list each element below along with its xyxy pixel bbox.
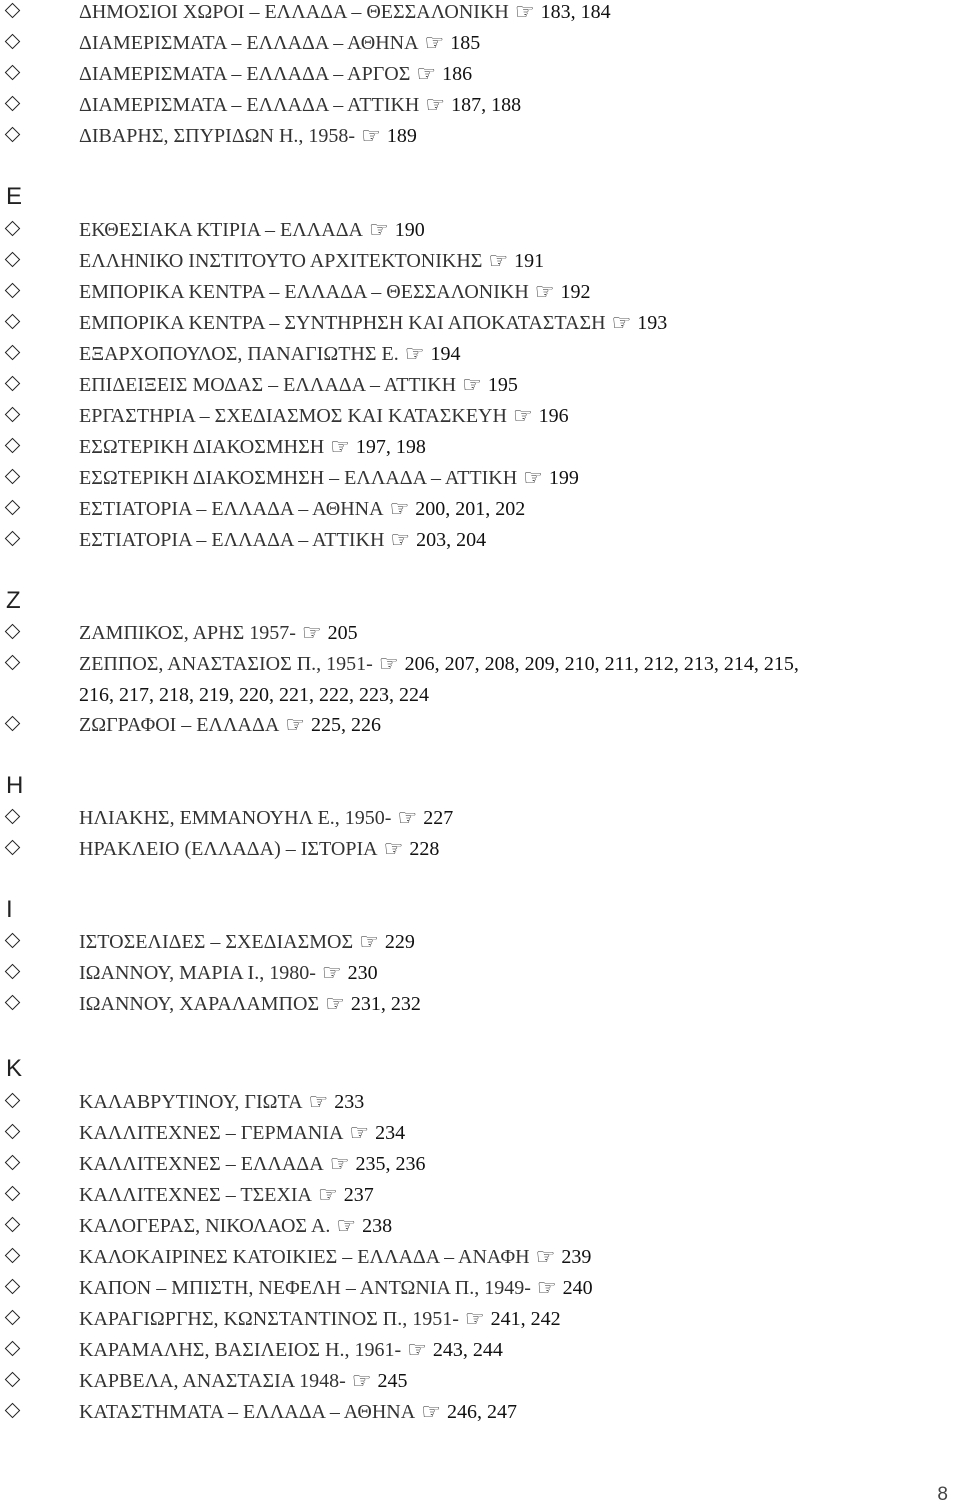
pointing-hand-icon: ☞ <box>349 1121 370 1146</box>
entry-term: ΕΣΩΤΕΡΙΚΗ ΔΙΑΚΟΣΜΗΣΗ – ΕΛΛΑΔΑ – ΑΤΤΙΚΗ <box>79 467 518 489</box>
entry-term: ΚΑΠΟΝ – ΜΠΙΣΤΗ, ΝΕΦΕΛΗ – ΑΝΤΩΝΙΑ Π., 1949- <box>79 1277 531 1299</box>
pointing-hand-icon: ☞ <box>369 218 389 243</box>
entry-pages: 189 <box>386 125 417 147</box>
pointing-hand-icon: ☞ <box>514 0 535 25</box>
entry-term: ΚΑΛΛΙΤΕΧΝΕΣ – ΓΕΡΜΑΝΙΑ <box>79 1122 344 1144</box>
pointing-hand-icon: ☞ <box>536 1276 557 1301</box>
entry-pages: 233 <box>334 1091 365 1113</box>
entry-term: ΔΙΑΜΕΡΙΣΜΑΤΑ – ΕΛΛΑΔΑ – ΑΤΤΙΚΗ <box>79 94 420 116</box>
entry-pages: 205 <box>327 622 358 644</box>
diamond-bullet-icon <box>5 964 21 980</box>
pointing-hand-icon: ☞ <box>378 652 399 677</box>
entry-term: ΔΙΑΜΕΡΙΣΜΑΤΑ – ΕΛΛΑΔΑ – ΑΘΗΝΑ <box>79 32 419 54</box>
entry-term: ΖΑΜΠΙΚΟΣ, ΑΡΗΣ 1957- <box>79 622 296 644</box>
diamond-bullet-icon <box>5 716 21 732</box>
pointing-hand-icon: ☞ <box>523 466 543 491</box>
diamond-bullet-icon <box>5 995 21 1011</box>
pointing-hand-icon: ☞ <box>301 621 322 646</box>
entry-pages: 245 <box>377 1370 408 1392</box>
entry-term: ΕΡΓΑΣΤΗΡΙΑ – ΣΧΕΔΙΑΣΜΟΣ ΚΑΙ ΚΑΤΑΣΚΕΥΗ <box>79 405 507 427</box>
entry-term: ΖΕΠΠΟΣ, ΑΝΑΣΤΑΣΙΟΣ Π., 1951- <box>79 653 373 675</box>
entry-pages: 234 <box>375 1122 406 1144</box>
pointing-hand-icon: ☞ <box>488 249 509 274</box>
diamond-bullet-icon <box>5 252 21 268</box>
pointing-hand-icon: ☞ <box>383 837 404 862</box>
diamond-bullet-icon <box>5 1372 21 1388</box>
pointing-hand-icon: ☞ <box>416 62 437 87</box>
entry-pages: 237 <box>343 1184 374 1206</box>
pointing-hand-icon: ☞ <box>361 124 381 149</box>
entry-term: ΗΛΙΑΚΗΣ, ΕΜΜΑΝΟΥΗΛ Ε., 1950- <box>79 807 392 829</box>
entry-pages: 194 <box>430 343 461 365</box>
pointing-hand-icon: ☞ <box>336 1214 357 1239</box>
diamond-bullet-icon <box>5 314 21 330</box>
diamond-bullet-icon <box>5 127 21 143</box>
diamond-bullet-icon <box>5 469 21 485</box>
diamond-bullet-icon <box>5 34 21 50</box>
section-letter: Ε <box>6 183 23 210</box>
entry-term: ΕΚΘΕΣΙΑΚΑ ΚΤΙΡΙΑ – ΕΛΛΑΔΑ <box>79 219 364 241</box>
diamond-bullet-icon <box>5 221 21 237</box>
entry-term: ΚΑΛΟΓΕΡΑΣ, ΝΙΚΟΛΑΟΣ Α. <box>79 1215 331 1237</box>
entry-term: ΚΑΛΟΚΑΙΡΙΝΕΣ ΚΑΤΟΙΚΙΕΣ – ΕΛΛΑΔΑ – ΑΝΑΦΗ <box>79 1246 530 1268</box>
diamond-bullet-icon <box>5 933 21 949</box>
diamond-bullet-icon <box>5 531 21 547</box>
entry-term: ΗΡΑΚΛΕΙΟ (ΕΛΛΑΔΑ) – ΙΣΤΟΡΙΑ <box>79 838 378 860</box>
pointing-hand-icon: ☞ <box>407 1338 427 1363</box>
entry-term: ΕΣΤΙΑΤΟΡΙΑ – ΕΛΛΑΔΑ – ΑΤΤΙΚΗ <box>79 529 385 551</box>
diamond-bullet-icon <box>5 655 21 671</box>
diamond-bullet-icon <box>5 96 21 112</box>
diamond-bullet-icon <box>5 1217 21 1233</box>
entry-term: ΚΑΡΑΜΑΛΗΣ, ΒΑΣΙΛΕΙΟΣ Η., 1961- <box>79 1339 402 1361</box>
entry-term: ΚΑΡΑΓΙΩΡΓΗΣ, ΚΩΝΣΤΑΝΤΙΝΟΣ Π., 1951- <box>79 1308 459 1330</box>
pointing-hand-icon: ☞ <box>535 1245 556 1270</box>
diamond-bullet-icon <box>5 1124 21 1140</box>
diamond-bullet-icon <box>5 3 21 19</box>
diamond-bullet-icon <box>5 1093 21 1109</box>
diamond-bullet-icon <box>5 1403 21 1419</box>
entry-pages: 239 <box>561 1246 592 1268</box>
entry-pages: 183, 184 <box>540 1 611 23</box>
entry-pages: 229 <box>384 931 415 953</box>
entry-term: ΕΣΤΙΑΤΟΡΙΑ – ΕΛΛΑΔΑ – ΑΘΗΝΑ <box>79 498 384 520</box>
diamond-bullet-icon <box>5 1279 21 1295</box>
entry-term: ΚΑΡΒΕΛΑ, ΑΝΑΣΤΑΣΙΑ 1948- <box>79 1370 346 1392</box>
entry-pages: 192 <box>560 281 591 303</box>
entry-pages: 197, 198 <box>355 436 426 458</box>
pointing-hand-icon: ☞ <box>462 373 482 398</box>
entry-term: ΚΑΛΛΙΤΕΧΝΕΣ – ΕΛΛΑΔΑ <box>79 1153 324 1175</box>
pointing-hand-icon: ☞ <box>534 280 555 305</box>
entry-term: ΕΠΙΔΕΙΞΕΙΣ ΜΟΔΑΣ – ΕΛΛΑΔΑ – ΑΤΤΙΚΗ <box>79 374 457 396</box>
pointing-hand-icon: ☞ <box>285 713 305 738</box>
entry-pages: 243, 244 <box>432 1339 503 1361</box>
entry-term: ΕΣΩΤΕΡΙΚΗ ΔΙΑΚΟΣΜΗΣΗ <box>79 436 325 458</box>
entry-pages: 227 <box>423 807 454 829</box>
entry-pages: 187, 188 <box>451 94 522 116</box>
diamond-bullet-icon <box>5 840 21 856</box>
entry-pages: 203, 204 <box>416 529 487 551</box>
diamond-bullet-icon <box>5 345 21 361</box>
entry-term: ΙΩΑΝΝΟΥ, ΜΑΡΙΑ Ι., 1980- <box>79 962 316 984</box>
diamond-bullet-icon <box>5 376 21 392</box>
entry-term: ΔΙΒΑΡΗΣ, ΣΠΥΡΙΔΩΝ Η., 1958- <box>79 125 356 147</box>
entry-pages: 240 <box>562 1277 593 1299</box>
diamond-bullet-icon <box>5 809 21 825</box>
entry-pages-continued: 216, 217, 218, 219, 220, 221, 222, 223, 224 <box>79 684 429 706</box>
entry-pages: 186 <box>442 63 473 85</box>
pointing-hand-icon: ☞ <box>359 930 379 955</box>
entry-pages: 238 <box>362 1215 393 1237</box>
diamond-bullet-icon <box>5 1341 21 1357</box>
entry-pages: 191 <box>514 250 545 272</box>
entry-pages: 241, 242 <box>490 1308 561 1330</box>
diamond-bullet-icon <box>5 500 21 516</box>
diamond-bullet-icon <box>5 407 21 423</box>
pointing-hand-icon: ☞ <box>421 1400 441 1425</box>
entry-pages: 199 <box>548 467 579 489</box>
pointing-hand-icon: ☞ <box>389 497 410 522</box>
entry-term: ΔΙΑΜΕΡΙΣΜΑΤΑ – ΕΛΛΑΔΑ – ΑΡΓΟΣ <box>79 63 411 85</box>
pointing-hand-icon: ☞ <box>329 1152 350 1177</box>
page-number: 8 <box>937 1484 948 1505</box>
pointing-hand-icon: ☞ <box>330 435 350 460</box>
pointing-hand-icon: ☞ <box>318 1183 338 1208</box>
entry-term: ΚΑΛΛΙΤΕΧΝΕΣ – ΤΣΕΧΙΑ <box>79 1184 312 1206</box>
pointing-hand-icon: ☞ <box>321 961 342 986</box>
diamond-bullet-icon <box>5 1248 21 1264</box>
entry-pages: 200, 201, 202 <box>415 498 526 520</box>
entry-pages: 193 <box>637 312 668 334</box>
entry-pages: 231, 232 <box>350 993 421 1015</box>
entry-pages: 228 <box>409 838 440 860</box>
pointing-hand-icon: ☞ <box>424 31 445 56</box>
entry-term: ΖΩΓΡΑΦΟΙ – ΕΛΛΑΔΑ <box>79 714 280 736</box>
section-letter: Ζ <box>6 587 21 614</box>
diamond-bullet-icon <box>5 438 21 454</box>
pointing-hand-icon: ☞ <box>390 528 411 553</box>
pointing-hand-icon: ☞ <box>397 806 418 831</box>
entry-term: ΕΛΛΗΝΙΚΟ ΙΝΣΤΙΤΟΥΤΟ ΑΡΧΙΤΕΚΤΟΝΙΚΗΣ <box>79 250 483 272</box>
pointing-hand-icon: ☞ <box>512 404 533 429</box>
section-letter: Η <box>6 772 24 799</box>
section-letter: Ι <box>6 896 13 923</box>
entry-pages: 230 <box>347 962 378 984</box>
diamond-bullet-icon <box>5 1186 21 1202</box>
entry-term: ΚΑΛΑΒΡΥΤΙΝΟΥ, ΓΙΩΤΑ <box>79 1091 303 1113</box>
entry-pages: 225, 226 <box>311 714 381 736</box>
entry-pages: 185 <box>450 32 481 54</box>
entry-term: ΙΩΑΝΝΟΥ, ΧΑΡΑΛΑΜΠΟΣ <box>79 993 320 1015</box>
entry-pages: 235, 236 <box>355 1153 426 1175</box>
pointing-hand-icon: ☞ <box>404 342 425 367</box>
pointing-hand-icon: ☞ <box>351 1369 372 1394</box>
pointing-hand-icon: ☞ <box>425 93 446 118</box>
diamond-bullet-icon <box>5 624 21 640</box>
diamond-bullet-icon <box>5 1310 21 1326</box>
entry-term: ΙΣΤΟΣΕΛΙΔΕΣ – ΣΧΕΔΙΑΣΜΟΣ <box>79 931 354 953</box>
entry-term: ΕΜΠΟΡΙΚΑ ΚΕΝΤΡΑ – ΣΥΝΤΗΡΗΣΗ ΚΑΙ ΑΠΟΚΑΤΑΣΤΑΣΗ <box>79 312 606 334</box>
entry-term: ΔΗΜΟΣΙΟΙ ΧΩΡΟΙ – ΕΛΛΑΔΑ – ΘΕΣΣΑΛΟΝΙΚΗ <box>79 1 509 23</box>
entry-pages: 206, 207, 208, 209, 210, 211, 212, 213, 214, 215, <box>404 653 799 675</box>
pointing-hand-icon: ☞ <box>308 1090 329 1115</box>
entry-pages: 190 <box>394 219 425 241</box>
pointing-hand-icon: ☞ <box>325 992 345 1017</box>
entry-pages: 246, 247 <box>446 1401 517 1423</box>
entry-pages: 196 <box>538 405 569 427</box>
entry-pages: 195 <box>487 374 518 396</box>
diamond-bullet-icon <box>5 283 21 299</box>
entry-term: ΚΑΤΑΣΤΗΜΑΤΑ – ΕΛΛΑΔΑ – ΑΘΗΝΑ <box>79 1401 416 1423</box>
diamond-bullet-icon <box>5 1155 21 1171</box>
pointing-hand-icon: ☞ <box>464 1307 485 1332</box>
entry-term: ΕΜΠΟΡΙΚΑ ΚΕΝΤΡΑ – ΕΛΛΑΔΑ – ΘΕΣΣΑΛΟΝΙΚΗ <box>79 281 529 303</box>
entry-term: ΕΞΑΡΧΟΠΟΥΛΟΣ, ΠΑΝΑΓΙΩΤΗΣ Ε. <box>79 343 399 365</box>
section-letter: Κ <box>6 1055 23 1082</box>
diamond-bullet-icon <box>5 65 21 81</box>
pointing-hand-icon: ☞ <box>611 311 632 336</box>
